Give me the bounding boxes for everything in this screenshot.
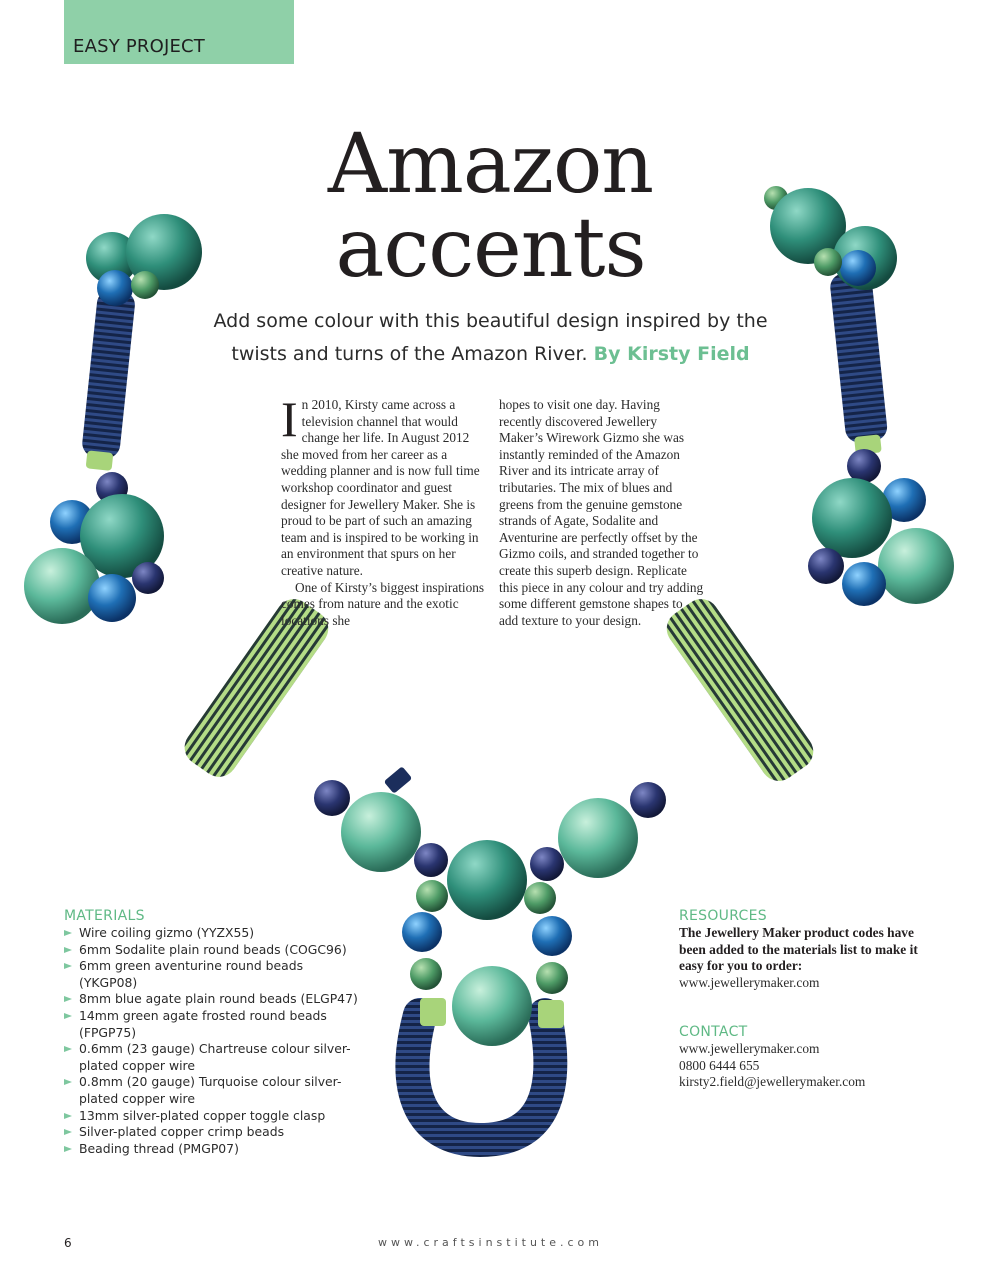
contact-email[interactable]: kirsty2.field@jewellerymaker.com <box>679 1074 866 1090</box>
body-column-1 <box>281 391 486 629</box>
contact-phone: 0800 6444 655 <box>679 1057 760 1073</box>
materials-item: Silver-plated copper crimp beads <box>64 1124 364 1141</box>
body-paragraph-2: One of Kirsty’s biggest inspirations comes from nature and the exotic locations she <box>281 579 485 628</box>
footer-url: www.craftsinstitute.com <box>378 1236 603 1249</box>
arrow-bullet-icon <box>64 1146 72 1152</box>
arrow-bullet-icon <box>64 996 72 1002</box>
arrow-bullet-icon <box>64 1129 72 1135</box>
materials-item: Beading thread (PMGP07) <box>64 1141 364 1158</box>
byline: By Kirsty Field <box>593 343 750 365</box>
standfirst-line-2 <box>200 338 781 371</box>
arrow-bullet-icon <box>64 930 72 936</box>
materials-item: 6mm green aventurine round beads (YKGP08) <box>64 958 364 991</box>
materials-item: 0.8mm (20 gauge) Turquoise colour silver-plated copper wire <box>64 1074 364 1107</box>
materials-item: 8mm blue agate plain round beads (ELGP47) <box>64 991 364 1008</box>
body-column-2 <box>499 397 704 629</box>
materials-item: 13mm silver-plated copper toggle clasp <box>64 1108 364 1125</box>
body-paragraph-1-text: n 2010, Kirsty came across a television channel that would change her life. In August 2012 she moved from her career as a wedding planner and is now full time workshop coordinator and guest designer for Jewellery Maker. She is proud to be part of such an amazing team and is inspired to be working in an environment that spurs on her creative nature. <box>281 397 480 578</box>
contact-box <box>679 1024 919 1091</box>
arrow-bullet-icon <box>64 1046 72 1052</box>
contact-website[interactable]: www.jewellerymaker.com <box>679 1041 820 1056</box>
materials-box <box>64 908 364 1157</box>
drop-cap: I <box>281 391 298 447</box>
arrow-bullet-icon <box>64 1113 72 1119</box>
arrow-bullet-icon <box>64 1079 72 1085</box>
materials-item: 14mm green agate frosted round beads (FPGP75) <box>64 1008 364 1041</box>
materials-item: Wire coiling gizmo (YYZX55) <box>64 925 364 942</box>
section-tag-label: EASY PROJECT <box>73 36 206 57</box>
arrow-bullet-icon <box>64 1013 72 1019</box>
standfirst <box>200 305 781 371</box>
standfirst-line-2-text: twists and turns of the Amazon River. <box>231 343 588 365</box>
resources-heading: RESOURCES <box>679 908 767 924</box>
right-navy-coil <box>829 270 890 455</box>
materials-list <box>64 925 364 1157</box>
materials-item: 6mm Sodalite plain round beads (COGC96) <box>64 942 364 959</box>
title-line-1: Amazon <box>327 117 654 212</box>
page-number: 6 <box>64 1236 72 1250</box>
standfirst-line-1: Add some colour with this beautiful design inspired by the <box>213 310 768 332</box>
contact-heading: CONTACT <box>679 1024 748 1040</box>
materials-item: 0.6mm (23 gauge) Chartreuse colour silver-plated copper wire <box>64 1041 364 1074</box>
resources-text: The Jewellery Maker product codes have been added to the materials list to make it easy for you to order: <box>679 925 918 974</box>
title-line-2: accents <box>335 201 646 296</box>
body-paragraph-1 <box>281 391 486 580</box>
resources-box <box>679 908 919 991</box>
resources-url[interactable]: www.jewellerymaker.com <box>679 974 820 990</box>
materials-heading: MATERIALS <box>64 908 145 924</box>
left-navy-coil <box>80 289 137 472</box>
body-paragraph-3: hopes to visit one day. Having recently discovered Jewellery Maker’s Wirework Gizmo she was instantly reminded of the Amazon River and its intricate array of tributaries. The mix of blues and greens from the genuine gemstone strands of Agate, Sodalite and Aventurine are perfectly offset by the Gizmo coils, and stranded together to create this superb design. Replicate this piece in any colour and try adding some different gemstone shapes to add texture to your design. <box>499 397 704 628</box>
arrow-bullet-icon <box>64 963 72 969</box>
arrow-bullet-icon <box>64 947 72 953</box>
